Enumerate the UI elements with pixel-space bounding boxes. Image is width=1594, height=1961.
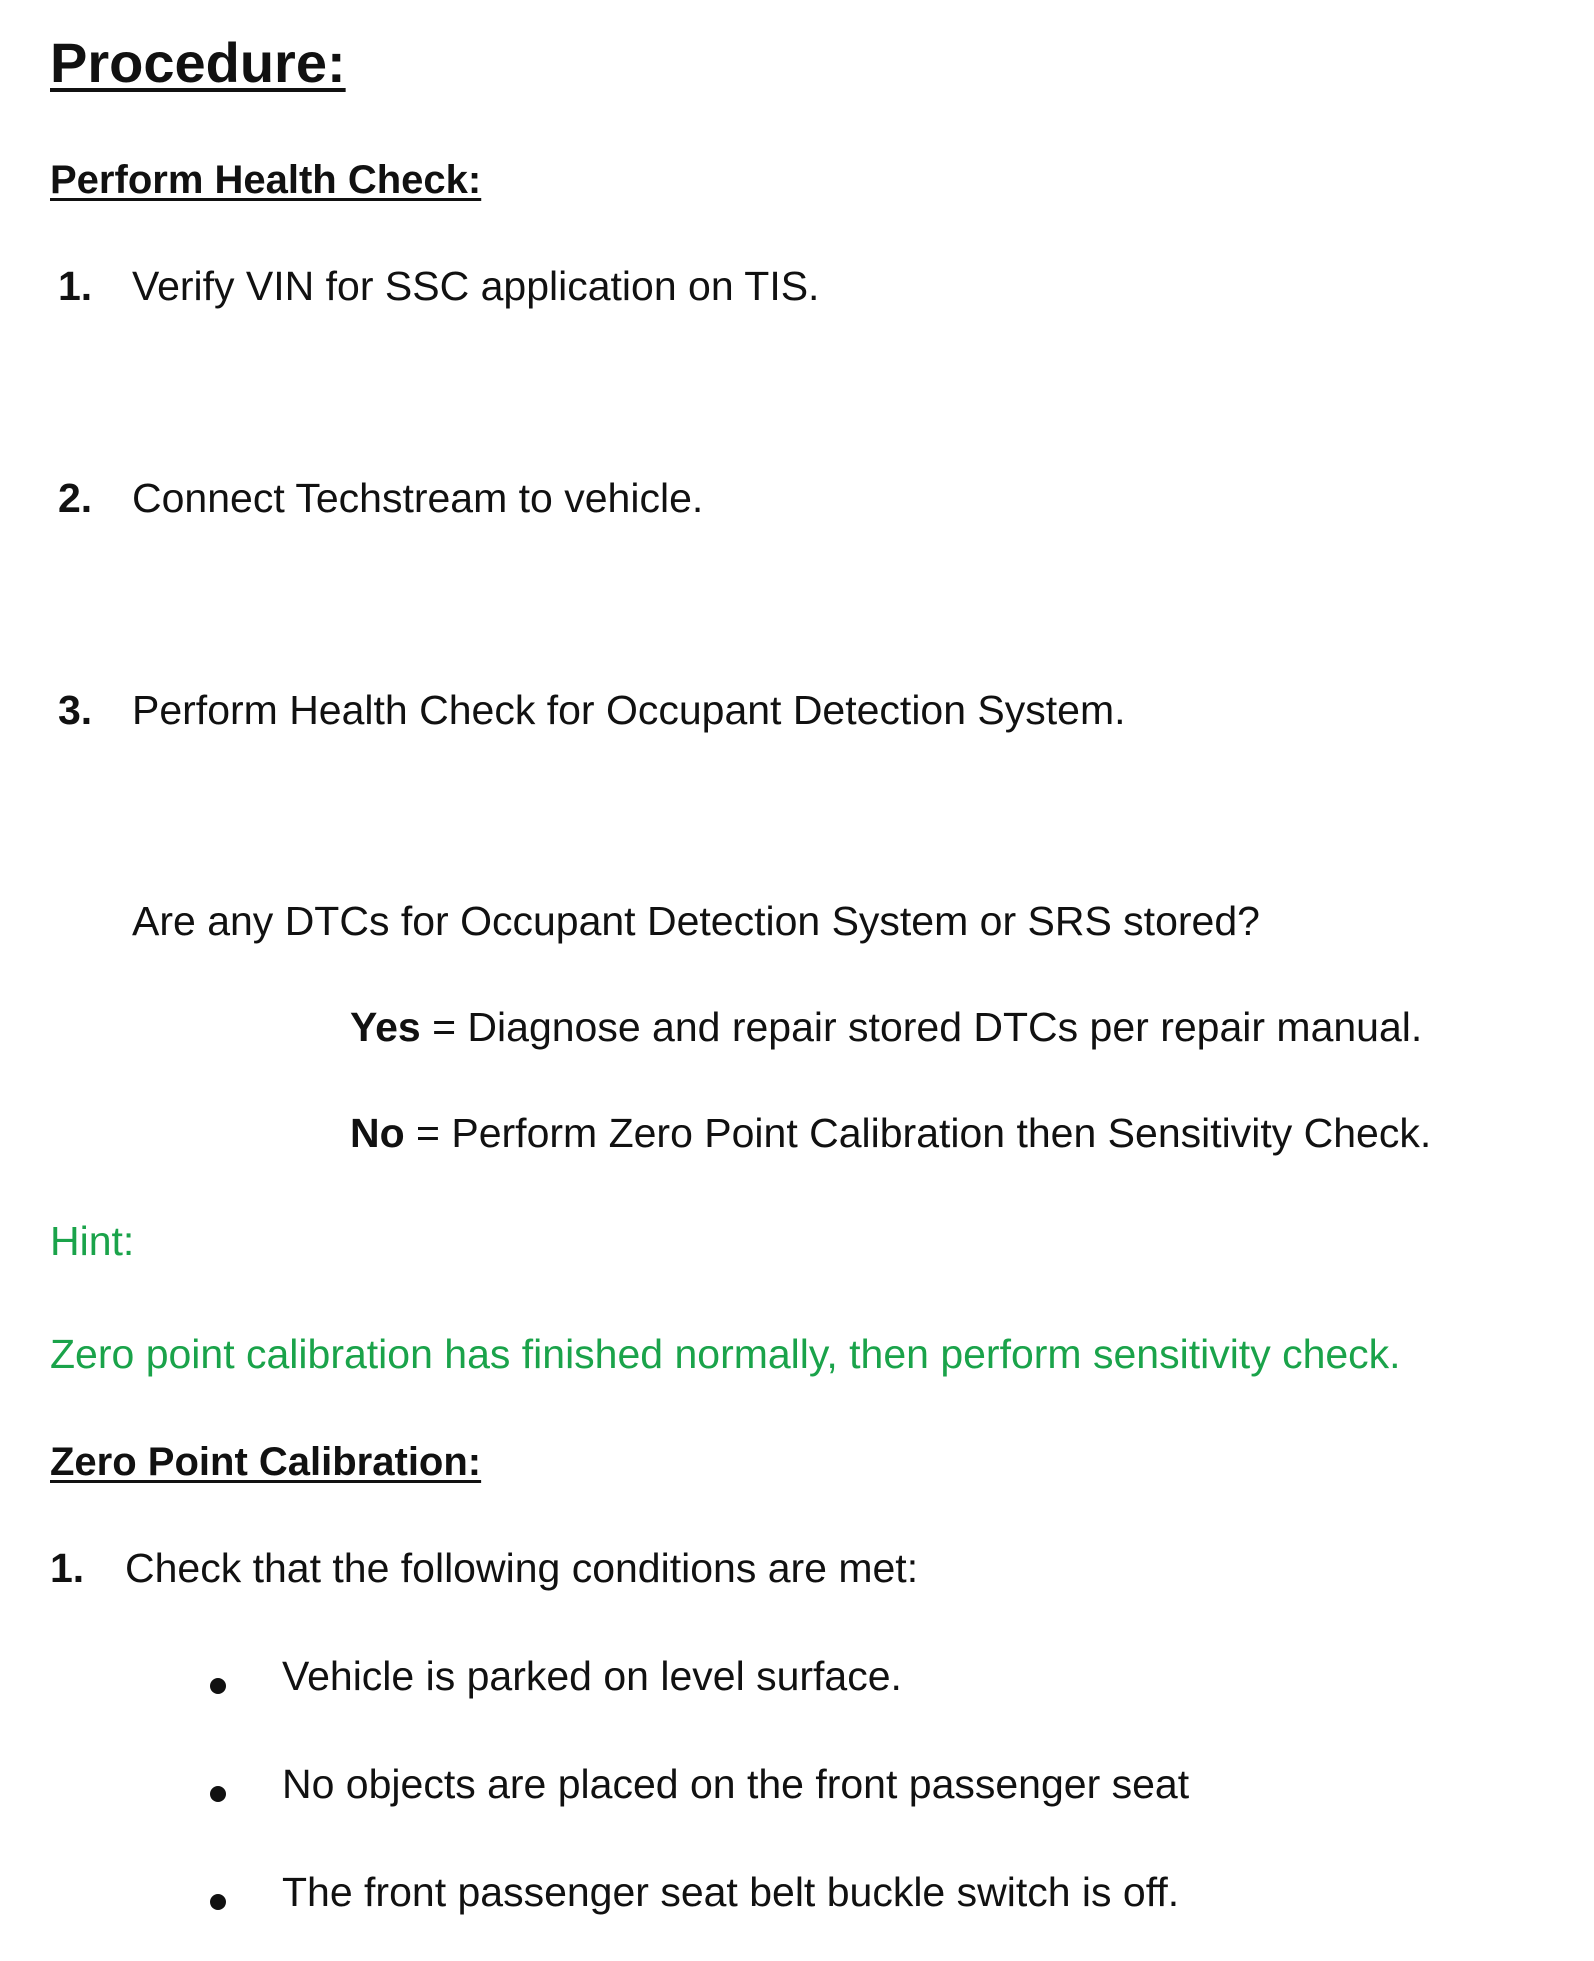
health-check-heading: Perform Health Check: (50, 158, 482, 202)
bullet-icon (210, 1894, 226, 1910)
step-text: Connect Techstream to vehicle. (132, 475, 704, 521)
hint-label: Hint: (50, 1218, 135, 1264)
step-number: 1. (58, 263, 93, 309)
no-label: No (350, 1110, 405, 1156)
step-number: 1. (50, 1545, 85, 1591)
page-title: Procedure: (50, 31, 346, 94)
health-step-3 (58, 687, 1126, 734)
dtc-question: Are any DTCs for Occupant Detection System or SRS stored? (132, 898, 1260, 944)
zero-step-1 (50, 1545, 918, 1592)
yes-answer (350, 1004, 1422, 1051)
condition-item: The front passenger seat belt buckle switch is off. (282, 1869, 1180, 1915)
step-text: Perform Health Check for Occupant Detection System. (132, 687, 1126, 733)
bullet-icon (210, 1786, 226, 1802)
condition-item: No objects are placed on the front passenger seat (282, 1761, 1190, 1807)
health-step-1 (58, 263, 819, 310)
no-answer (350, 1110, 1431, 1157)
health-step-2 (58, 475, 703, 522)
yes-text: = Diagnose and repair stored DTCs per repair manual. (420, 1004, 1423, 1050)
bullet-icon (210, 1678, 226, 1694)
step-number: 2. (58, 475, 93, 521)
condition-item: Vehicle is parked on level surface. (282, 1653, 902, 1699)
yes-label: Yes (350, 1004, 421, 1050)
zero-point-heading: Zero Point Calibration: (50, 1440, 482, 1484)
no-text: = Perform Zero Point Calibration then Sensitivity Check. (404, 1110, 1432, 1156)
hint-text: Zero point calibration has finished normally, then perform sensitivity check. (50, 1331, 1401, 1377)
step-text: Check that the following conditions are met: (125, 1545, 919, 1591)
step-number: 3. (58, 687, 93, 733)
step-text: Verify VIN for SSC application on TIS. (132, 263, 820, 309)
